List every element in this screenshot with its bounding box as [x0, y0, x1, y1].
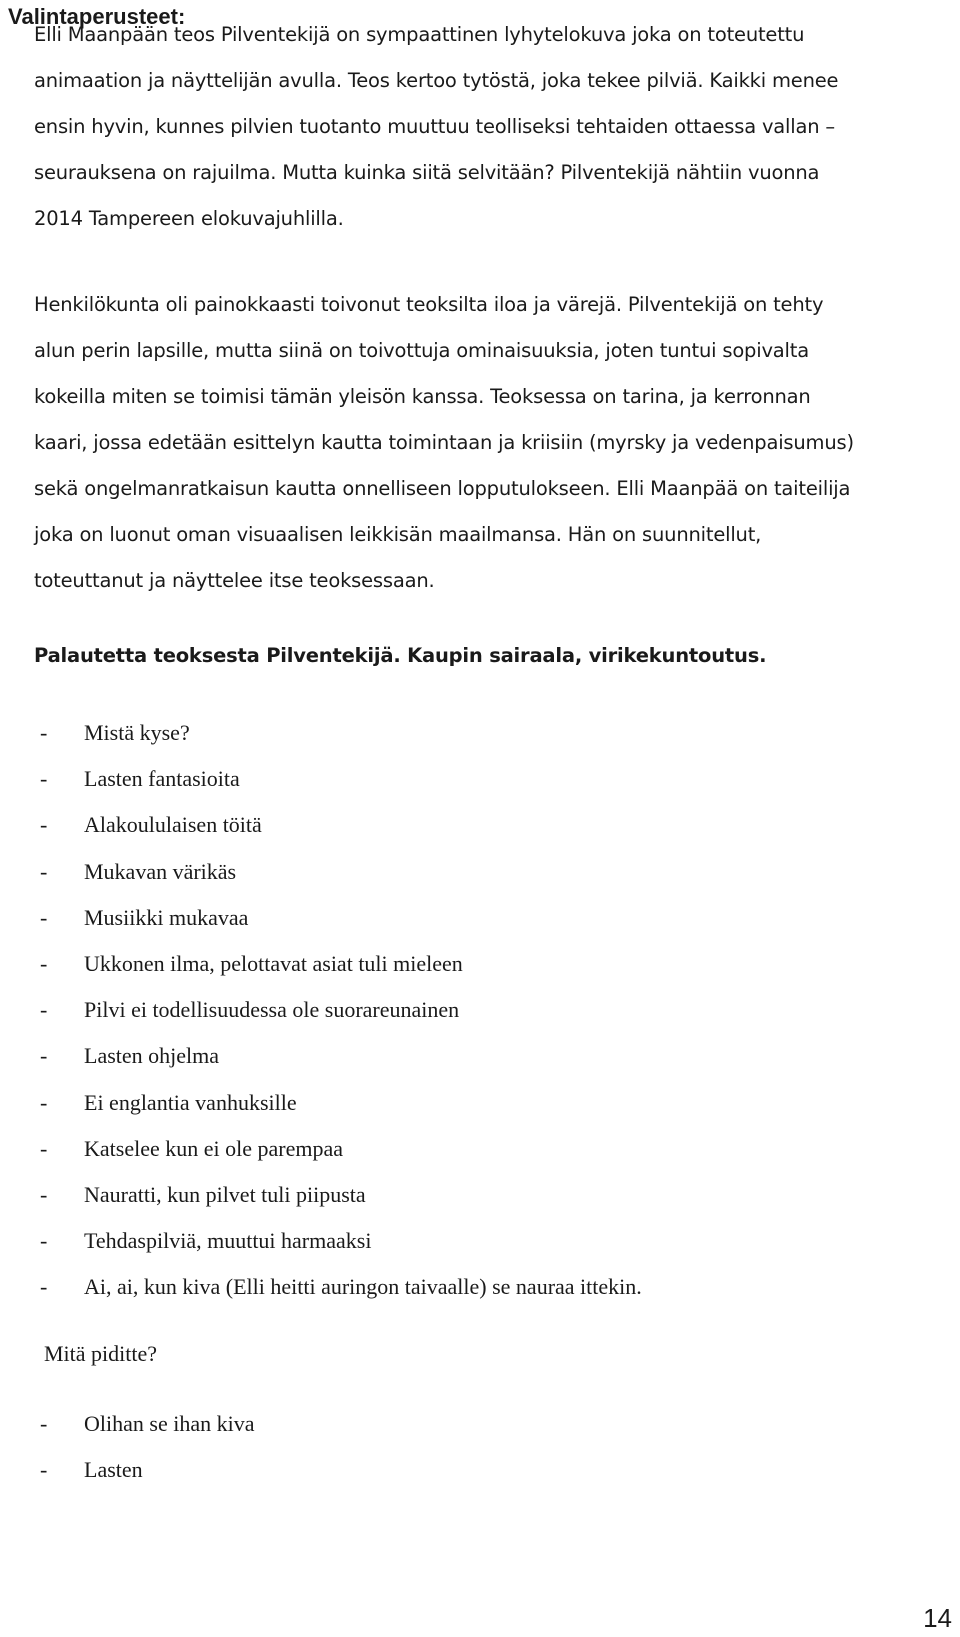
list-item-text: Ai, ai, kun kiva (Elli heitti auringon taivaalle) se nauraa ittekin.: [84, 1274, 642, 1300]
list-item-text: Katselee kun ei ole parempaa: [84, 1135, 343, 1161]
paragraph-line: toteuttanut ja näyttelee itse teoksessaan.: [34, 569, 435, 592]
list-item-text: Mukavan värikäs: [84, 858, 237, 884]
paragraph-intro: [34, 12, 952, 242]
paragraph-line: Henkilökunta oli painokkaasti toivonut teoksilta iloa ja värejä. Pilventekijä on tehty: [34, 293, 824, 316]
list-item-text: Nauratti, kun pilvet tuli piipusta: [84, 1181, 366, 1207]
list-dash: -: [40, 1457, 48, 1483]
list-item-text: Tehdaspilviä, muuttui harmaaksi: [84, 1228, 372, 1254]
paragraph-line: kaari, jossa edetään esittelyn kautta toimintaan ja kriisiin (myrsky ja vedenpaisumus): [34, 431, 854, 454]
list-dash: -: [40, 766, 48, 792]
list-item-text: Ukkonen ilma, pelottavat asiat tuli mieleen: [84, 950, 463, 976]
list-dash: -: [40, 950, 48, 976]
paragraph-line: joka on luonut oman visuaalisen leikkisän maailmansa. Hän on suunnitellut,: [34, 523, 762, 546]
page-number: 14: [923, 1603, 952, 1633]
paragraph-line: alun perin lapsille, mutta siinä on toivottuja ominaisuuksia, joten tuntui sopivalta: [34, 339, 809, 362]
list-item-text: Lasten: [84, 1457, 143, 1483]
paragraph-staff: [34, 282, 952, 604]
paragraph-line: ensin hyvin, kunnes pilvien tuotanto muuttuu teolliseksi tehtaiden ottaessa vallan –: [34, 115, 835, 138]
list-item-text: Ei englantia vanhuksille: [84, 1089, 297, 1115]
feedback-heading: Palautetta teoksesta Pilventekijä. Kaupin sairaala, virikekuntoutus.: [34, 644, 767, 667]
paragraph-line: 2014 Tampereen elokuvajuhlilla.: [34, 207, 344, 230]
paragraph-line: animaation ja näyttelijän avulla. Teos kertoo tytöstä, joka tekee pilviä. Kaikki menee: [34, 69, 839, 92]
paragraph-line: kokeilla miten se toimisi tämän yleisön kanssa. Teoksessa on tarina, ja kerronnan: [34, 385, 811, 408]
list-item-text: Mistä kyse?: [84, 720, 190, 745]
list-dash: -: [40, 1181, 48, 1207]
question-text: Mitä piditte?: [44, 1341, 158, 1366]
list-item-text: Lasten fantasioita: [84, 766, 240, 792]
list-dash: -: [40, 1089, 48, 1115]
list-dash: -: [40, 904, 48, 930]
list-dash: -: [40, 1274, 48, 1300]
list-item-text: Alakoululaisen töitä: [84, 812, 262, 838]
list-dash: -: [40, 858, 48, 884]
paragraph-line: sekä ongelmanratkaisun kautta onnelliseen lopputulokseen. Elli Maanpää on taiteilija: [34, 477, 851, 500]
list-dash: -: [40, 720, 48, 745]
list-dash: -: [40, 812, 48, 838]
list-item-text: Lasten ohjelma: [84, 1043, 220, 1069]
paragraph-line: seurauksena on rajuilma. Mutta kuinka siitä selvitään? Pilventekijä nähtiin vuonna: [34, 161, 820, 184]
list-dash: -: [40, 1228, 48, 1254]
list-item-text: Olihan se ihan kiva: [84, 1411, 255, 1436]
section-heading: Valintaperusteet:: [8, 4, 186, 29]
list-item-text: Pilvi ei todellisuudessa ole suorareunainen: [84, 997, 460, 1023]
list-dash: -: [40, 1411, 48, 1436]
list-dash: -: [40, 997, 48, 1023]
list-item-text: Musiikki mukavaa: [84, 904, 249, 930]
list-dash: -: [40, 1135, 48, 1161]
list-dash: -: [40, 1043, 48, 1069]
paragraph-line: Elli Maanpään teos Pilventekijä on sympaattinen lyhytelokuva joka on toteutettu: [34, 23, 805, 46]
